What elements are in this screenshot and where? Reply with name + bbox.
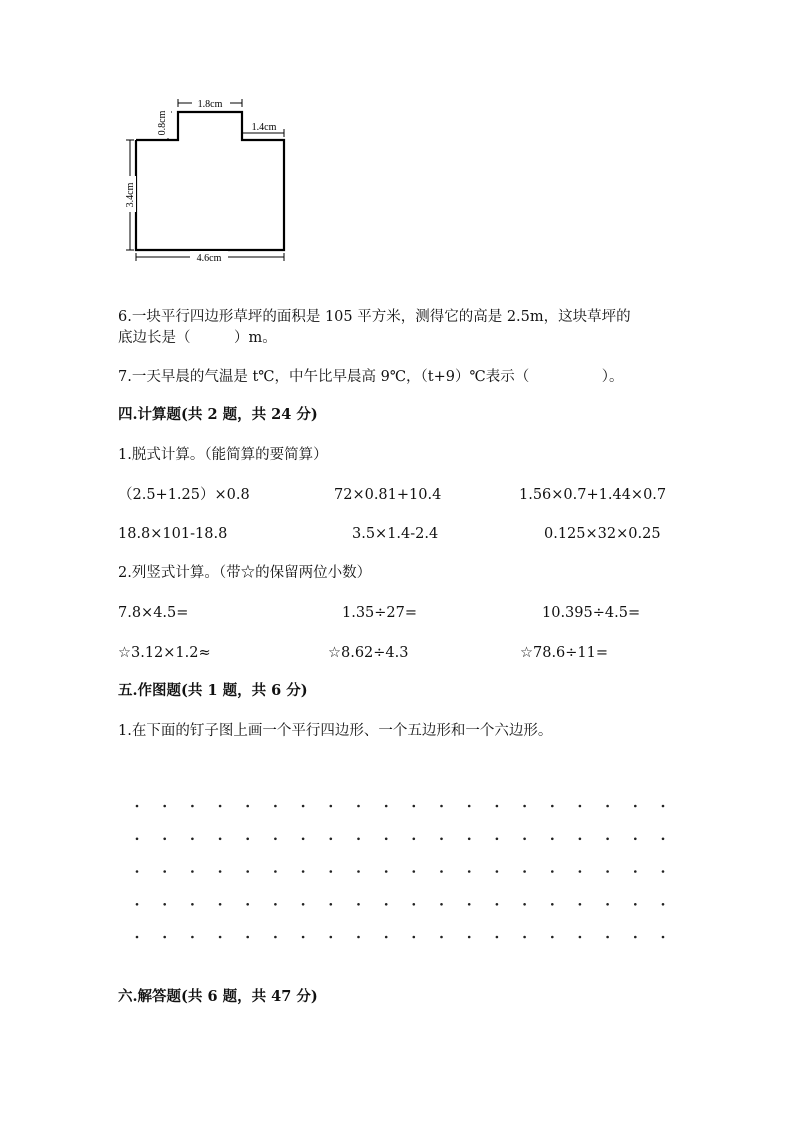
peg-dot[interactable]	[330, 805, 333, 808]
peg-dot[interactable]	[634, 805, 637, 808]
peg-dot[interactable]	[468, 870, 471, 873]
peg-dot[interactable]	[330, 870, 333, 873]
section6-title: 六.解答题(共 6 题，共 47 分)	[118, 988, 318, 1005]
peg-dot[interactable]	[163, 903, 166, 906]
label-right-step: 1.4cm	[251, 122, 277, 133]
peg-dot[interactable]	[302, 838, 305, 841]
peg-dot[interactable]	[468, 936, 471, 939]
s4-p1-expr-1: （2.5+1.25）×0.8	[118, 487, 250, 503]
peg-dot[interactable]	[523, 870, 526, 873]
peg-dot[interactable]	[385, 870, 388, 873]
peg-dot[interactable]	[330, 903, 333, 906]
peg-dot[interactable]	[468, 805, 471, 808]
peg-dot[interactable]	[385, 805, 388, 808]
s4-p1-expr-6: 0.125×32×0.25	[544, 526, 661, 542]
peg-dot[interactable]	[551, 936, 554, 939]
peg-dot[interactable]	[330, 838, 333, 841]
peg-dot[interactable]	[496, 903, 499, 906]
peg-dot[interactable]	[579, 903, 582, 906]
peg-dot[interactable]	[302, 936, 305, 939]
q6-line1: 6.一块平行四边形草坪的面积是 105 平方米，测得它的高是 2.5m，这块草坪的	[118, 309, 631, 325]
peg-dot[interactable]	[357, 870, 360, 873]
peg-dot[interactable]	[413, 838, 416, 841]
peg-dot[interactable]	[523, 936, 526, 939]
peg-dot[interactable]	[191, 936, 194, 939]
peg-dot[interactable]	[440, 903, 443, 906]
peg-dot[interactable]	[330, 936, 333, 939]
peg-dot[interactable]	[302, 870, 305, 873]
s4-p2-expr-6: ☆78.6÷11=	[520, 645, 609, 661]
peg-dot[interactable]	[357, 903, 360, 906]
label-notch-height: 0.8cm	[157, 110, 168, 136]
s4-p1-expr-2: 72×0.81+10.4	[334, 487, 442, 503]
peg-dot[interactable]	[662, 936, 665, 939]
peg-dot[interactable]	[163, 838, 166, 841]
peg-dot[interactable]	[274, 903, 277, 906]
peg-dot[interactable]	[440, 805, 443, 808]
peg-dot[interactable]	[246, 838, 249, 841]
label-top: 1.8cm	[197, 99, 223, 110]
peg-dot[interactable]	[136, 870, 139, 873]
peg-dot[interactable]	[274, 870, 277, 873]
peg-dot[interactable]	[219, 903, 222, 906]
s5-p1-title: 1.在下面的钉子图上画一个平行四边形、一个五边形和一个六边形。	[118, 723, 553, 739]
peg-dot[interactable]	[496, 838, 499, 841]
peg-dot[interactable]	[357, 805, 360, 808]
peg-dot[interactable]	[606, 805, 609, 808]
peg-dot[interactable]	[274, 936, 277, 939]
peg-dot[interactable]	[413, 936, 416, 939]
peg-dot[interactable]	[413, 805, 416, 808]
peg-dot[interactable]	[634, 838, 637, 841]
composite-shape-figure	[118, 96, 298, 270]
peg-dot[interactable]	[496, 805, 499, 808]
label-bottom: 4.6cm	[196, 253, 222, 264]
s4-p2-expr-1: 7.8×4.5=	[118, 605, 189, 621]
peg-dot[interactable]	[523, 805, 526, 808]
peg-dot[interactable]	[551, 838, 554, 841]
peg-dot[interactable]	[662, 870, 665, 873]
peg-dot[interactable]	[551, 903, 554, 906]
s4-p1-expr-5: 3.5×1.4-2.4	[352, 526, 439, 542]
peg-dot[interactable]	[579, 870, 582, 873]
peg-dot[interactable]	[413, 870, 416, 873]
peg-dot[interactable]	[523, 838, 526, 841]
peg-dot[interactable]	[163, 870, 166, 873]
peg-dot[interactable]	[246, 936, 249, 939]
peg-dot[interactable]	[219, 805, 222, 808]
s4-p2-expr-4: ☆3.12×1.2≈	[118, 645, 211, 661]
peg-dot[interactable]	[662, 838, 665, 841]
peg-dot[interactable]	[219, 838, 222, 841]
section4-title: 四.计算题(共 2 题，共 24 分)	[118, 406, 318, 423]
peg-dot[interactable]	[579, 805, 582, 808]
q6-line2: 底边长是（ ）m。	[118, 330, 277, 346]
peg-dot[interactable]	[385, 936, 388, 939]
peg-dot[interactable]	[191, 870, 194, 873]
peg-dot[interactable]	[219, 936, 222, 939]
peg-dot[interactable]	[136, 936, 139, 939]
peg-dot[interactable]	[136, 903, 139, 906]
peg-dot[interactable]	[440, 870, 443, 873]
peg-dot[interactable]	[274, 805, 277, 808]
peg-dot[interactable]	[246, 903, 249, 906]
peg-dot[interactable]	[136, 805, 139, 808]
s4-p1-title: 1.脱式计算。（能简算的要简算）	[118, 447, 328, 463]
peg-dot[interactable]	[551, 805, 554, 808]
peg-dot[interactable]	[606, 838, 609, 841]
peg-dot[interactable]	[606, 936, 609, 939]
peg-dot[interactable]	[440, 936, 443, 939]
peg-dot[interactable]	[496, 870, 499, 873]
peg-dot[interactable]	[413, 903, 416, 906]
peg-dot[interactable]	[385, 903, 388, 906]
peg-dot[interactable]	[246, 870, 249, 873]
peg-dot[interactable]	[634, 903, 637, 906]
peg-board-grid[interactable]	[128, 797, 673, 947]
peg-dot[interactable]	[385, 838, 388, 841]
label-left-height: 3.4cm	[125, 182, 136, 208]
peg-dot[interactable]	[579, 838, 582, 841]
peg-dot[interactable]	[523, 903, 526, 906]
s4-p2-expr-3: 10.395÷4.5=	[542, 605, 641, 621]
peg-dot[interactable]	[468, 903, 471, 906]
peg-dot[interactable]	[357, 838, 360, 841]
peg-dot[interactable]	[219, 870, 222, 873]
peg-dot[interactable]	[274, 838, 277, 841]
peg-dot[interactable]	[191, 838, 194, 841]
peg-dot[interactable]	[634, 870, 637, 873]
peg-dot[interactable]	[662, 903, 665, 906]
peg-dot[interactable]	[191, 805, 194, 808]
peg-dot[interactable]	[606, 870, 609, 873]
section5-title: 五.作图题(共 1 题，共 6 分)	[118, 682, 308, 699]
s4-p1-expr-4: 18.8×101-18.8	[118, 526, 228, 542]
peg-dot[interactable]	[246, 805, 249, 808]
peg-dot[interactable]	[634, 936, 637, 939]
peg-dot[interactable]	[163, 805, 166, 808]
peg-dot[interactable]	[302, 903, 305, 906]
peg-dot[interactable]	[551, 870, 554, 873]
peg-dot[interactable]	[191, 903, 194, 906]
q7-text: 7.一天早晨的气温是 t℃，中午比早晨高 9℃，（t+9）℃表示（ ）。	[118, 369, 624, 385]
peg-dot[interactable]	[357, 936, 360, 939]
peg-dot[interactable]	[163, 936, 166, 939]
peg-dot[interactable]	[136, 838, 139, 841]
s4-p2-title: 2.列竖式计算。（带☆的保留两位小数）	[118, 565, 372, 581]
peg-dot[interactable]	[468, 838, 471, 841]
s4-p2-expr-5: ☆8.62÷4.3	[328, 645, 409, 661]
peg-dot[interactable]	[662, 805, 665, 808]
s4-p2-expr-2: 1.35÷27=	[342, 605, 418, 621]
s4-p1-expr-3: 1.56×0.7+1.44×0.7	[519, 487, 667, 503]
peg-dot[interactable]	[606, 903, 609, 906]
peg-dot[interactable]	[302, 805, 305, 808]
peg-dot[interactable]	[496, 936, 499, 939]
peg-dot[interactable]	[440, 838, 443, 841]
peg-dot[interactable]	[579, 936, 582, 939]
